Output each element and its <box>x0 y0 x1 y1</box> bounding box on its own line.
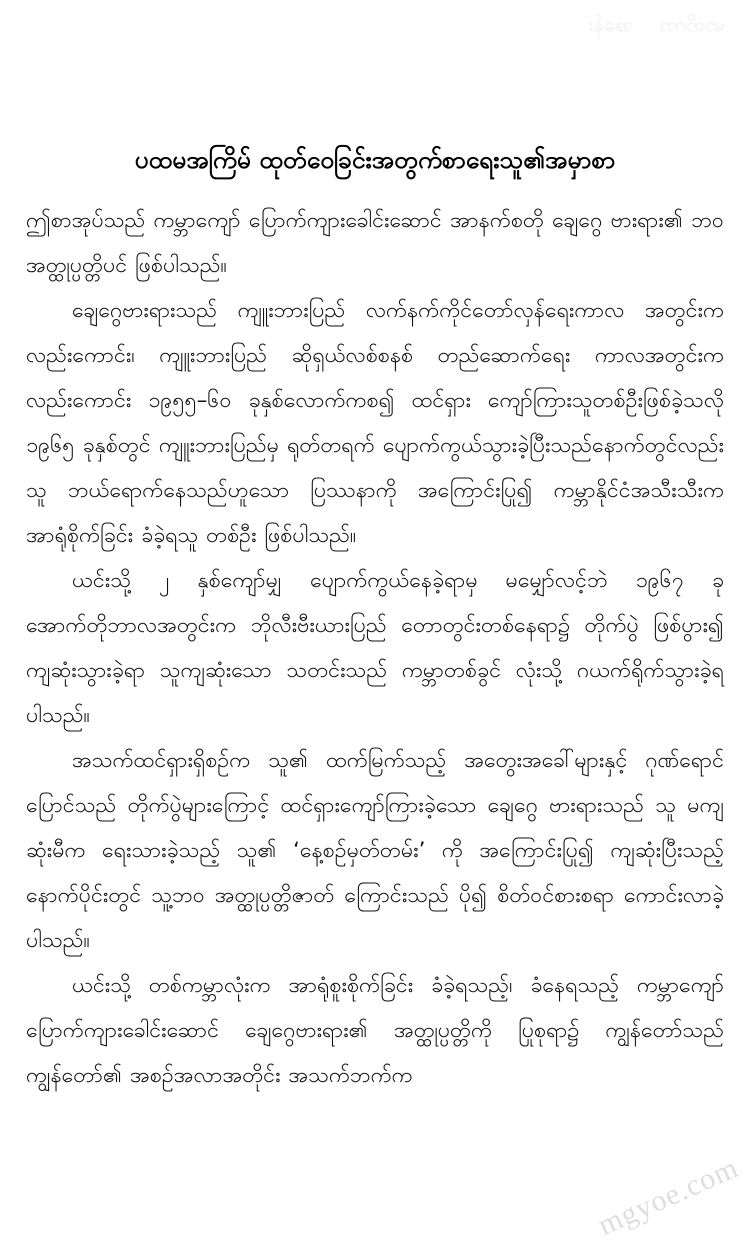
paragraph-5: ယင်းသို့ တစ်ကမ္ဘာလုံးက အာရုံစူးစိုက်ခြင်း ခံခဲ့ရသည့်၊ ခံနေရသည့် ကမ္ဘာကျော် ပြောက်ကျားခေါင်းဆောင် ချေဂွေဗားရား၏ အတ္ထုပ္ပတ္တိကို ပြုစုရာ၌ ကျွန်တော်သည် ကျွန်တော်၏ အစဉ်အလာအတိုင်း အသက်ဘက်က <box>26 973 724 1088</box>
document-body <box>26 198 724 1098</box>
paragraph-3: ယင်းသို့ ၂ နှစ်ကျော်မျှ ပျောက်ကွယ်နေခဲ့ရာမှ မမျှော်လင့်ဘဲ ၁၉၆၇ ခု အောက်တိုဘာလအတွင်းက ဘိုလီးဗီးယားပြည် တောတွင်းတစ်နေရာ၌ တိုက်ပွဲ ဖြစ်ပွား၍ ကျဆုံးသွားခဲ့ရာ သူကျဆုံးသော သတင်းသည် ကမ္ဘာတစ်ခွင် လုံးသို့ ဂယက်ရိုက်သွားခဲ့ရပါသည်။ <box>26 568 724 728</box>
paragraph-2: ချေဂွေဗားရားသည် ကျူးဘားပြည် လက်နက်ကိုင်တော်လှန်ရေးကာလ အတွင်းကလည်းကောင်း၊ ကျူးဘားပြည် ဆိုရှယ်လစ်စနစ် တည်ဆောက်ရေး ကာလအတွင်းကလည်းကောင်း ၁၉၅၅–၆၀ ခုနှစ်လောက်ကစ၍ ထင်ရှား ကျော်ကြားသူတစ်ဦးဖြစ်ခဲ့သလို ၁၉၆၅ ခုနှစ်တွင် ကျူးဘားပြည်မှ ရုတ်တရက် ပျောက်ကွယ်သွားခဲ့ပြီးသည်နောက်တွင်လည်း သူ ဘယ်ရောက်နေသည်ဟူသော ပြဿနာကို အကြောင်းပြု၍ ကမ္ဘာနိုင်ငံအသီးသီးက အာရုံစိုက်ခြင်း ခံခဲ့ရသူ တစ်ဦး ဖြစ်ပါသည်။ <box>26 298 724 548</box>
watermark: mgyoe.com <box>593 1150 744 1243</box>
paragraph-4: အသက်ထင်ရှားရှိစဉ်က သူ၏ ထက်မြက်သည့် အတွေးအခေါ်များနှင့် ဂုဏ်ရောင်ပြောင်သည် တိုက်ပွဲများကြောင့် ထင်ရှားကျော်ကြားခဲ့သော ချေဂွေ ဗားရားသည် သူ မကျဆုံးမီက ရေးသားခဲ့သည့် သူ၏ ‘နေ့စဉ်မှတ်တမ်း’ ကို အကြောင်းပြု၍ ကျဆုံးပြီးသည့် နောက်ပိုင်းတွင် သူ့ဘဝ အတ္ထုပ္ပတ္တိဇာတ် ကြောင်းသည် ပို၍ စိတ်ဝင်စားစရာ ကောင်းလာခဲ့ပါသည်။ <box>26 748 724 953</box>
page-title: ပထမအကြိမ် ထုတ်ဝေခြင်းအတွက်စာရေးသူ၏အမှာစာ <box>134 145 616 174</box>
page-bleed-through: မာတိကာ အခန်း <box>588 14 724 36</box>
paragraph-1: ဤစာအုပ်သည် ကမ္ဘာကျော် ပြောက်ကျားခေါင်းဆောင် အာနက်စတို ချေဂွေ ဗားရား၏ ဘဝအတ္ထုပ္ပတ္တိပင် ဖြစ်ပါသည်။ <box>26 208 724 278</box>
